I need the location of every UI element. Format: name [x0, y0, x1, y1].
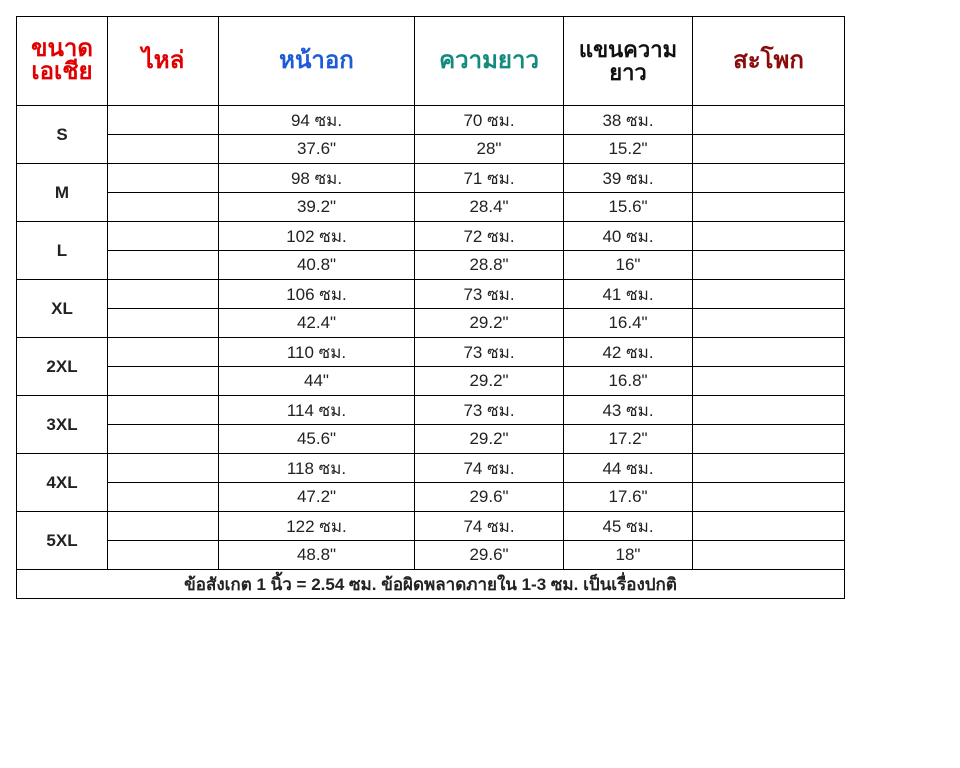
shoulder-cell [108, 309, 219, 338]
shoulder-cell [108, 251, 219, 280]
size-row-inch [17, 367, 845, 396]
chest-inch-cell: 47.2" [219, 483, 415, 512]
sleeve-inch-cell: 15.2" [564, 135, 693, 164]
hip-cell [693, 367, 845, 396]
chest-cm-cell: 118 ซม. [219, 454, 415, 483]
shoulder-cell [108, 338, 219, 367]
length-cm-cell: 74 ซม. [415, 512, 564, 541]
hip-cell [693, 396, 845, 425]
sleeve-inch-cell: 17.6" [564, 483, 693, 512]
shoulder-cell [108, 135, 219, 164]
size-label: 5XL [17, 512, 108, 570]
sleeve-cm-cell: 39 ซม. [564, 164, 693, 193]
length-cm-cell: 73 ซม. [415, 396, 564, 425]
shoulder-cell [108, 164, 219, 193]
size-row-inch [17, 135, 845, 164]
length-inch-cell: 29.2" [415, 367, 564, 396]
size-row-cm [17, 454, 845, 483]
chest-cm-cell: 102 ซม. [219, 222, 415, 251]
sleeve-cm-cell: 44 ซม. [564, 454, 693, 483]
sleeve-cm-cell: 40 ซม. [564, 222, 693, 251]
shoulder-cell [108, 483, 219, 512]
hip-cell [693, 280, 845, 309]
chest-cm-cell: 106 ซม. [219, 280, 415, 309]
hip-cell [693, 135, 845, 164]
header-row [17, 17, 845, 106]
length-inch-cell: 28.8" [415, 251, 564, 280]
size-row-cm [17, 338, 845, 367]
chest-inch-cell: 48.8" [219, 541, 415, 570]
size-row-cm [17, 280, 845, 309]
chest-cm-cell: 114 ซม. [219, 396, 415, 425]
sleeve-cm-cell: 41 ซม. [564, 280, 693, 309]
hip-cell [693, 338, 845, 367]
header-sleeve-label: แขนความ ยาว [578, 36, 678, 85]
size-label: 2XL [17, 338, 108, 396]
sleeve-cm-cell: 45 ซม. [564, 512, 693, 541]
length-inch-cell: 29.2" [415, 309, 564, 338]
header-chest [219, 17, 415, 106]
size-chart-table [16, 16, 845, 599]
chest-cm-cell: 122 ซม. [219, 512, 415, 541]
size-row-cm [17, 106, 845, 135]
header-length-label: ความยาว [439, 47, 539, 74]
length-cm-cell: 70 ซม. [415, 106, 564, 135]
hip-cell [693, 193, 845, 222]
sleeve-inch-cell: 17.2" [564, 425, 693, 454]
shoulder-cell [108, 454, 219, 483]
length-inch-cell: 28.4" [415, 193, 564, 222]
shoulder-cell [108, 425, 219, 454]
hip-cell [693, 106, 845, 135]
header-chest-label: หน้าอก [279, 47, 354, 74]
length-inch-cell: 29.2" [415, 425, 564, 454]
shoulder-cell [108, 541, 219, 570]
length-inch-cell: 29.6" [415, 541, 564, 570]
chest-cm-cell: 110 ซม. [219, 338, 415, 367]
shoulder-cell [108, 396, 219, 425]
shoulder-cell [108, 367, 219, 396]
sleeve-inch-cell: 16" [564, 251, 693, 280]
chest-inch-cell: 44" [219, 367, 415, 396]
header-hip [693, 17, 845, 106]
shoulder-cell [108, 512, 219, 541]
length-cm-cell: 72 ซม. [415, 222, 564, 251]
chest-inch-cell: 37.6" [219, 135, 415, 164]
sleeve-inch-cell: 16.4" [564, 309, 693, 338]
hip-cell [693, 425, 845, 454]
size-label: M [17, 164, 108, 222]
length-cm-cell: 71 ซม. [415, 164, 564, 193]
sleeve-inch-cell: 16.8" [564, 367, 693, 396]
size-row-cm [17, 222, 845, 251]
size-row-inch [17, 425, 845, 454]
size-label: 4XL [17, 454, 108, 512]
header-sleeve [564, 17, 693, 106]
header-shoulder-label: ไหล่ [141, 47, 185, 74]
size-row-inch [17, 309, 845, 338]
size-row-inch [17, 251, 845, 280]
sleeve-inch-cell: 18" [564, 541, 693, 570]
chest-cm-cell: 98 ซม. [219, 164, 415, 193]
header-size [17, 17, 108, 106]
size-label: XL [17, 280, 108, 338]
length-cm-cell: 73 ซม. [415, 280, 564, 309]
size-row-cm [17, 396, 845, 425]
shoulder-cell [108, 222, 219, 251]
hip-cell [693, 251, 845, 280]
chest-cm-cell: 94 ซม. [219, 106, 415, 135]
note-row [17, 570, 845, 599]
shoulder-cell [108, 106, 219, 135]
hip-cell [693, 483, 845, 512]
length-inch-cell: 28" [415, 135, 564, 164]
length-cm-cell: 74 ซม. [415, 454, 564, 483]
chest-inch-cell: 42.4" [219, 309, 415, 338]
hip-cell [693, 222, 845, 251]
header-length [415, 17, 564, 106]
sleeve-cm-cell: 42 ซม. [564, 338, 693, 367]
length-cm-cell: 73 ซม. [415, 338, 564, 367]
hip-cell [693, 512, 845, 541]
header-size-label: ขนาด เอเชีย [31, 35, 93, 85]
size-label: S [17, 106, 108, 164]
size-chart-body [17, 106, 845, 570]
shoulder-cell [108, 193, 219, 222]
chest-inch-cell: 45.6" [219, 425, 415, 454]
size-row-cm [17, 164, 845, 193]
shoulder-cell [108, 280, 219, 309]
sleeve-cm-cell: 43 ซม. [564, 396, 693, 425]
header-hip-label: สะโพก [733, 47, 804, 74]
size-row-inch [17, 541, 845, 570]
size-label: L [17, 222, 108, 280]
hip-cell [693, 454, 845, 483]
chest-inch-cell: 40.8" [219, 251, 415, 280]
sleeve-inch-cell: 15.6" [564, 193, 693, 222]
size-chart-sheet [16, 16, 844, 599]
size-row-inch [17, 193, 845, 222]
size-label: 3XL [17, 396, 108, 454]
hip-cell [693, 309, 845, 338]
length-inch-cell: 29.6" [415, 483, 564, 512]
header-shoulder [108, 17, 219, 106]
hip-cell [693, 164, 845, 193]
measurement-note: ข้อสังเกต 1 นิ้ว = 2.54 ซม. ข้อผิดพลาดภายใน 1-3 ซม. เป็นเรื่องปกติ [17, 570, 845, 599]
sleeve-cm-cell: 38 ซม. [564, 106, 693, 135]
size-row-cm [17, 512, 845, 541]
chest-inch-cell: 39.2" [219, 193, 415, 222]
size-row-inch [17, 483, 845, 512]
hip-cell [693, 541, 845, 570]
